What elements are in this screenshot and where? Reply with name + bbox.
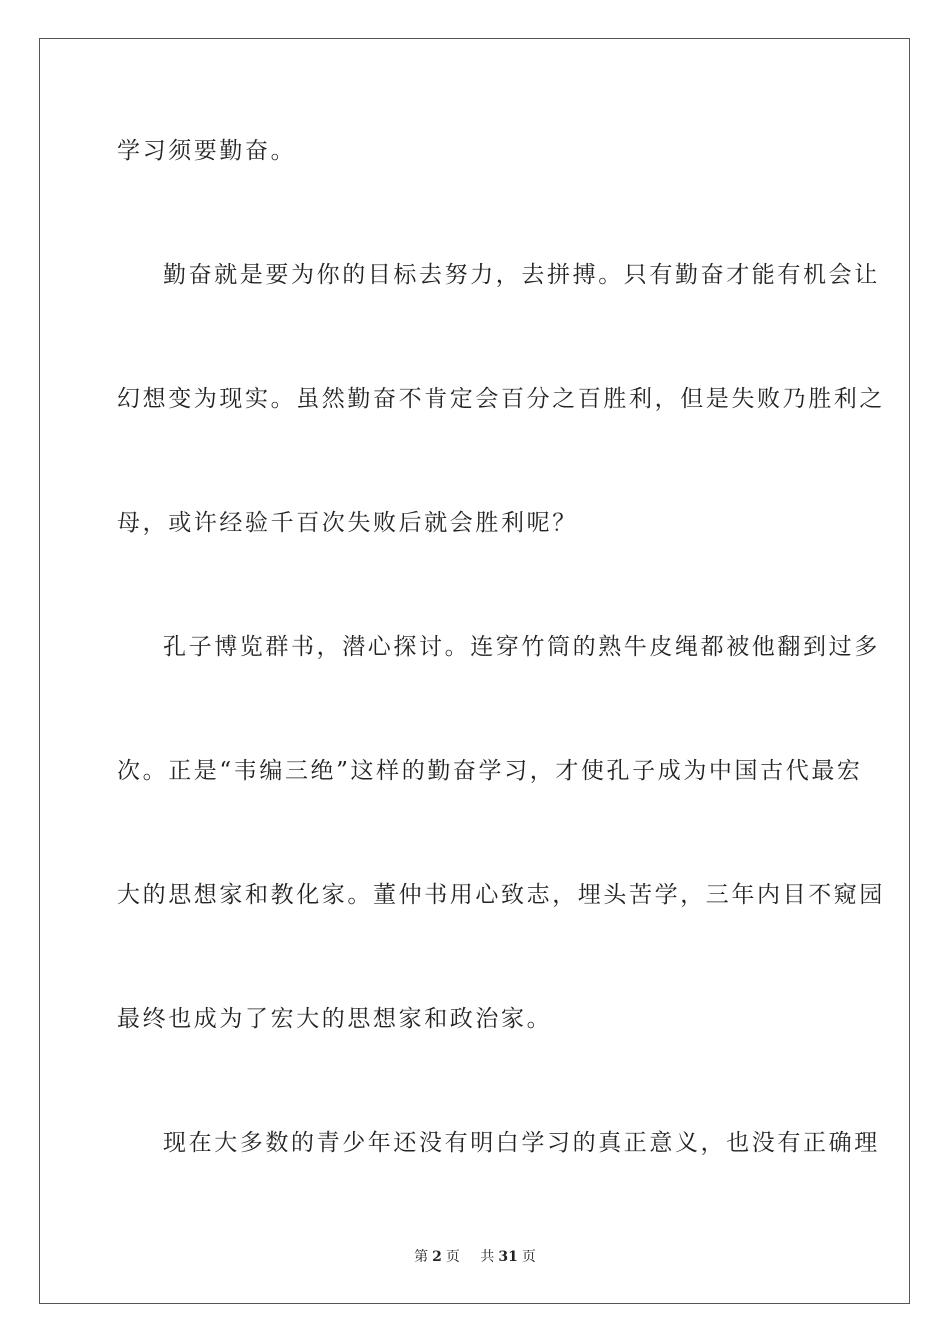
paragraph-2-line-1: 勤奋就是要为你的目标去努力，去拼搏。只有勤奋才能有机会让 bbox=[163, 262, 880, 288]
total-pages: 31 bbox=[498, 1249, 518, 1265]
paragraph-2-line-3: 母，或许经验千百次失败后就会胜利呢？ bbox=[117, 510, 578, 536]
paragraph-3-line-3: 大的思想家和教化家。董仲书用心致志，埋头苦学，三年内目不窥园 bbox=[117, 882, 885, 908]
total-prefix: 共 bbox=[480, 1249, 495, 1265]
total-indicator bbox=[476, 1249, 539, 1265]
page-prefix: 第 bbox=[414, 1249, 429, 1265]
paragraph-3-line-2: 次。正是“韦编三绝”这样的勤奋学习，才使孔子成为中国古代最宏 bbox=[117, 758, 863, 784]
page-number: 2 bbox=[432, 1249, 442, 1265]
page-border bbox=[39, 38, 910, 1304]
total-suffix: 页 bbox=[521, 1249, 536, 1265]
page-indicator bbox=[410, 1249, 464, 1265]
page-footer bbox=[0, 1248, 950, 1266]
paragraph-3-line-4: 最终也成为了宏大的思想家和政治家。 bbox=[117, 1006, 553, 1032]
paragraph-3-line-1: 孔子博览群书，潜心探讨。连穿竹筒的熟牛皮绳都被他翻到过多 bbox=[163, 634, 880, 660]
paragraph-4-line-1: 现在大多数的青少年还没有明白学习的真正意义，也没有正确理 bbox=[163, 1130, 880, 1156]
paragraph-2-line-2: 幻想变为现实。虽然勤奋不肯定会百分之百胜利，但是失败乃胜利之 bbox=[117, 386, 885, 412]
page-suffix: 页 bbox=[445, 1249, 460, 1265]
paragraph-1-line-1: 学习须要勤奋。 bbox=[117, 138, 297, 164]
